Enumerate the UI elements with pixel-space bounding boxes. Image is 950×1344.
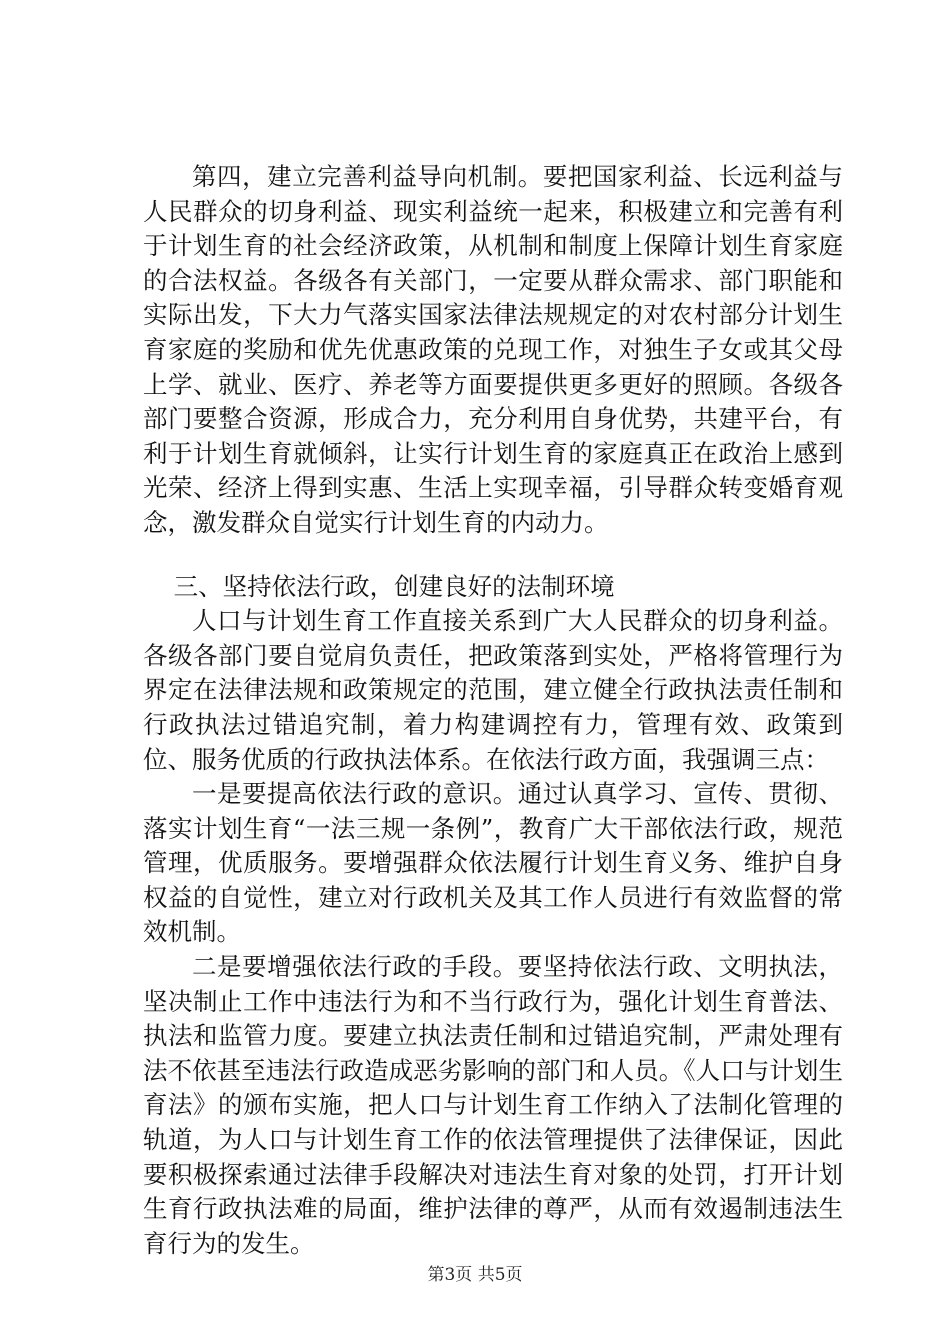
page-footer: 第3页 共5页	[427, 1265, 523, 1285]
document-body	[143, 160, 843, 1261]
paragraph-section-intro: 人口与计划生育工作直接关系到广大人民群众的切身利益。各级各部门要自觉肩负责任，把政策落到实处，严格将管理行为界定在法律法规和政策规定的范围，建立健全行政执法责任制和行政执法过错追究制，着力构建调控有力，管理有效、政策到位、服务优质的行政执法体系。在依法行政方面，我强调三点：	[143, 606, 843, 774]
paragraph-spacer	[143, 541, 843, 570]
paragraph-point-one: 一是要提高依法行政的意识。通过认真学习、宣传、贯彻、落实计划生育“一法三规一条例”，教育广大干部依法行政，规范管理，优质服务。要增强群众依法履行计划生育义务、维护自身权益的自觉性，建立对行政机关及其工作人员进行有效监督的常效机制。	[143, 779, 843, 947]
paragraph-point-two: 二是要增强依法行政的手段。要坚持依法行政、文明执法，坚决制止工作中违法行为和不当行政行为，强化计划生育普法、执法和监管力度。要建立执法责任制和过错追究制，严肃处理有法不依甚至违法行政造成恶劣影响的部门和人员。《人口与计划生育法》的颁布实施，把人口与计划生育工作纳入了法制化管理的轨道，为人口与计划生育工作的依法管理提供了法律保证，因此要积极探索通过法律手段解决对违法生育对象的处罚，打开计划生育行政执法难的局面，维护法律的尊严，从而有效遏制违法生育行为的发生。	[143, 952, 843, 1258]
section-heading: 三、坚持依法行政，创建良好的法制环境	[173, 571, 615, 601]
paragraph-interest-mechanism: 第四，建立完善利益导向机制。要把国家利益、长远利益与人民群众的切身利益、现实利益统一起来，积极建立和完善有利于计划生育的社会经济政策，从机制和制度上保障计划生育家庭的合法权益。各级各有关部门，一定要从群众需求、部门职能和实际出发，下大力气落实国家法律法规规定的对农村部分计划生育家庭的奖励和优先优惠政策的兑现工作，对独生子女或其父母上学、就业、医疗、养老等方面要提供更多更好的照顾。各级各部门要整合资源，形成合力，充分利用自身优势，共建平台，有利于计划生育就倾斜，让实行计划生育的家庭真正在政治上感到光荣、经济上得到实惠、生活上实现幸福，引导群众转变婚育观念，激发群众自觉实行计划生育的内动力。	[143, 162, 843, 537]
